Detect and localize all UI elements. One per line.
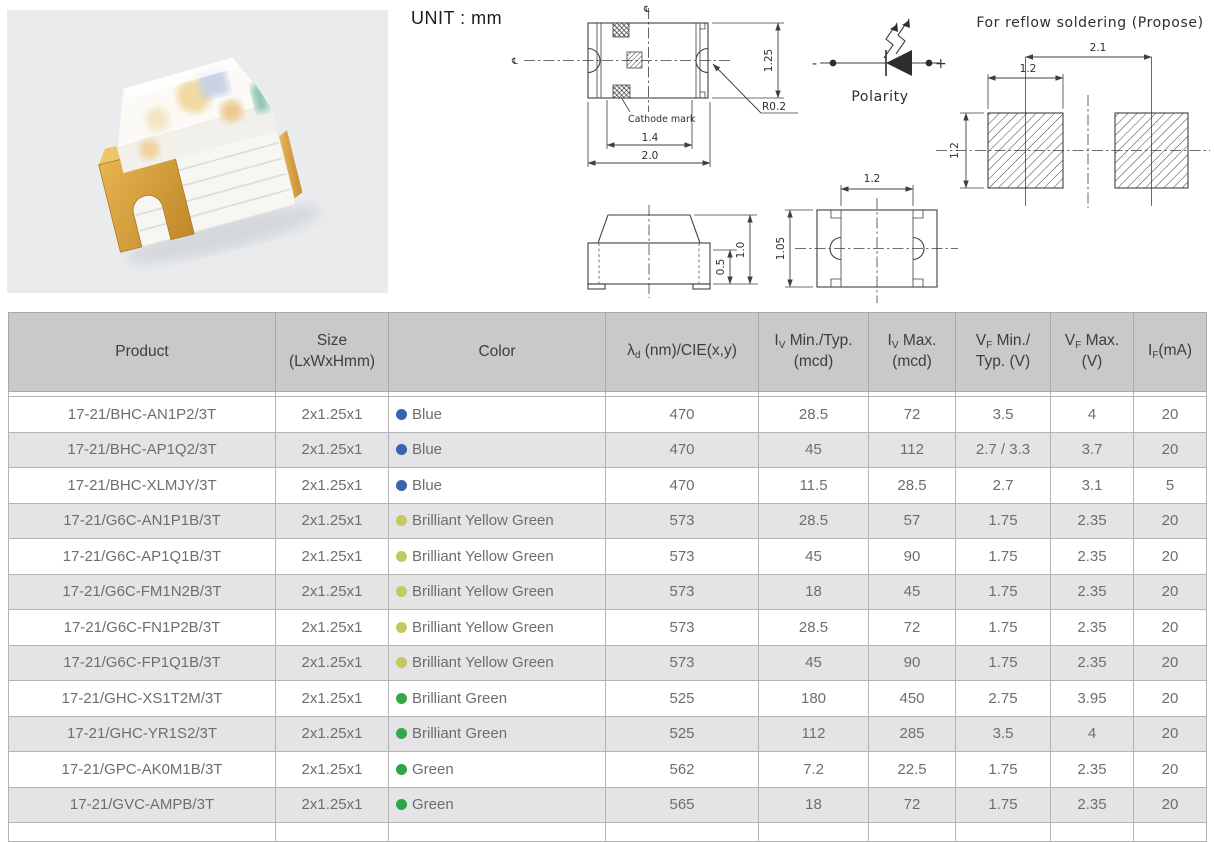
wavelength-cell: 470 — [606, 397, 759, 433]
color-name: Brilliant Green — [412, 689, 508, 707]
header-color: Color — [389, 313, 606, 392]
product-cell: 17-21/GVC-AMPB/3T — [9, 787, 276, 823]
vf-min-cell: 1.75 — [956, 503, 1051, 539]
polarity-symbol — [812, 18, 947, 105]
table-row — [9, 681, 1207, 717]
vf-min-cell: 2.7 / 3.3 — [956, 432, 1051, 468]
if-cell: 20 — [1134, 539, 1207, 575]
vf-max-cell: 2.35 — [1051, 610, 1134, 646]
product-cell: 17-21/GHC-YR1S2/3T — [9, 716, 276, 752]
front-view-drawing — [588, 205, 758, 298]
vf-min-cell: 2.75 — [956, 681, 1051, 717]
color-name: Blue — [412, 476, 443, 494]
color-cell — [389, 752, 606, 788]
iv-max-cell: 450 — [869, 681, 956, 717]
product-cell: 17-21/G6C-FN1P2B/3T — [9, 610, 276, 646]
table-row — [9, 539, 1207, 575]
if-cell: 20 — [1134, 716, 1207, 752]
wavelength-cell: 573 — [606, 574, 759, 610]
color-dot — [396, 728, 407, 739]
iv-max-cell: 285 — [869, 716, 956, 752]
size-cell: 2x1.25x1 — [276, 787, 389, 823]
wavelength-cell: 573 — [606, 645, 759, 681]
if-cell: 20 — [1134, 574, 1207, 610]
color-dot — [396, 515, 407, 526]
iv-min-cell: 180 — [759, 681, 869, 717]
partial-row — [9, 823, 1207, 842]
color-cell — [389, 787, 606, 823]
if-cell: 20 — [1134, 752, 1207, 788]
size-cell: 2x1.25x1 — [276, 397, 389, 433]
color-name: Blue — [412, 441, 443, 459]
table-row — [9, 716, 1207, 752]
iv-max-cell: 45 — [869, 574, 956, 610]
iv-max-cell: 90 — [869, 645, 956, 681]
vf-min-cell: 3.5 — [956, 397, 1051, 433]
iv-min-cell: 18 — [759, 787, 869, 823]
iv-min-cell: 11.5 — [759, 468, 869, 504]
table-header-row — [9, 313, 1207, 392]
vf-max-cell: 3.1 — [1051, 468, 1134, 504]
iv-min-cell: 45 — [759, 539, 869, 575]
iv-max-cell: 72 — [869, 397, 956, 433]
product-cell: 17-21/G6C-FP1Q1B/3T — [9, 645, 276, 681]
color-name: Brilliant Yellow Green — [412, 583, 554, 601]
color-name: Brilliant Yellow Green — [412, 512, 554, 530]
color-dot — [396, 551, 407, 562]
reflow-pad-width-dim: 1.2 — [1019, 63, 1037, 75]
header-iv-min: $I_V$ Min./Typ. (mcd) — [759, 313, 869, 392]
product-cell: 17-21/BHC-AP1Q2/3T — [9, 432, 276, 468]
if-cell: 20 — [1134, 787, 1207, 823]
color-cell — [389, 645, 606, 681]
reflow-pad-height-dim: 1.2 — [949, 142, 961, 159]
center-mark-square — [627, 52, 642, 68]
top-view-height-dim: 1.25 — [763, 48, 775, 73]
size-cell: 2x1.25x1 — [276, 681, 389, 717]
if-cell: 20 — [1134, 610, 1207, 646]
color-name: Blue — [412, 405, 443, 423]
iv-min-cell: 28.5 — [759, 610, 869, 646]
color-cell — [389, 610, 606, 646]
centerline-symbol-left: ℄ — [512, 57, 518, 67]
size-cell: 2x1.25x1 — [276, 574, 389, 610]
vf-min-cell: 1.75 — [956, 645, 1051, 681]
color-cell — [389, 397, 606, 433]
if-cell: 20 — [1134, 397, 1207, 433]
if-cell: 5 — [1134, 468, 1207, 504]
vf-max-cell: 4 — [1051, 716, 1134, 752]
vf-max-cell: 2.35 — [1051, 574, 1134, 610]
size-cell: 2x1.25x1 — [276, 610, 389, 646]
wavelength-cell: 525 — [606, 716, 759, 752]
led-spec-table — [8, 312, 1207, 842]
color-dot — [396, 622, 407, 633]
header-size: Size (LxWxHmm) — [276, 313, 389, 392]
cathode-mark-square-top — [613, 23, 629, 37]
color-dot — [396, 586, 407, 597]
size-cell: 2x1.25x1 — [276, 539, 389, 575]
technical-drawings — [0, 0, 1214, 312]
table-row — [9, 432, 1207, 468]
table-row — [9, 610, 1207, 646]
product-cell: 17-21/BHC-XLMJY/3T — [9, 468, 276, 504]
if-cell: 20 — [1134, 432, 1207, 468]
color-dot — [396, 764, 407, 775]
top-view-drawing — [511, 5, 798, 167]
table-row — [9, 503, 1207, 539]
wavelength-cell: 525 — [606, 681, 759, 717]
vf-min-cell: 2.7 — [956, 468, 1051, 504]
if-cell: 20 — [1134, 645, 1207, 681]
polarity-plus-sign: + — [935, 56, 948, 72]
reflow-title: For reflow soldering (Propose) — [976, 15, 1204, 31]
vf-max-cell: 2.35 — [1051, 503, 1134, 539]
iv-min-cell: 7.2 — [759, 752, 869, 788]
table-row — [9, 752, 1207, 788]
vf-max-cell: 4 — [1051, 397, 1134, 433]
vf-min-cell: 1.75 — [956, 610, 1051, 646]
color-cell — [389, 503, 606, 539]
vf-max-cell: 3.7 — [1051, 432, 1134, 468]
end-view-height-dim: 1.05 — [775, 236, 787, 261]
iv-min-cell: 28.5 — [759, 397, 869, 433]
unit-label: UNIT : mm — [411, 8, 503, 28]
size-cell: 2x1.25x1 — [276, 468, 389, 504]
if-cell: 20 — [1134, 681, 1207, 717]
end-view-drawing — [775, 173, 958, 303]
vf-min-cell: 1.75 — [956, 752, 1051, 788]
iv-min-cell: 45 — [759, 645, 869, 681]
color-cell — [389, 716, 606, 752]
color-dot — [396, 657, 407, 668]
top-view-inner-width-dim: 1.4 — [641, 132, 659, 144]
vf-max-cell: 2.35 — [1051, 539, 1134, 575]
vf-max-cell: 2.35 — [1051, 787, 1134, 823]
color-cell — [389, 432, 606, 468]
header-iv-max: $I_V$ Max. (mcd) — [869, 313, 956, 392]
table-row — [9, 645, 1207, 681]
vf-min-cell: 1.75 — [956, 787, 1051, 823]
color-cell — [389, 681, 606, 717]
header-wavelength: $\lambda_d$ (nm)/CIE(x,y) — [606, 313, 759, 392]
iv-min-cell: 45 — [759, 432, 869, 468]
color-dot — [396, 409, 407, 420]
size-cell: 2x1.25x1 — [276, 503, 389, 539]
reflow-pitch-dim: 2.1 — [1089, 42, 1107, 54]
cathode-mark-label: Cathode mark — [628, 114, 696, 125]
color-dot — [396, 799, 407, 810]
color-name: Brilliant Yellow Green — [412, 618, 554, 636]
color-dot — [396, 444, 407, 455]
iv-min-cell: 112 — [759, 716, 869, 752]
led-table-body — [9, 397, 1207, 842]
color-name: Brilliant Green — [412, 725, 508, 743]
wavelength-cell: 573 — [606, 539, 759, 575]
top-view-width-dim: 2.0 — [641, 150, 659, 162]
color-cell — [389, 539, 606, 575]
color-cell — [389, 574, 606, 610]
color-name: Green — [412, 796, 454, 814]
end-view-width-dim: 1.2 — [863, 173, 881, 185]
size-cell: 2x1.25x1 — [276, 716, 389, 752]
wavelength-cell: 470 — [606, 432, 759, 468]
wavelength-cell: 573 — [606, 503, 759, 539]
polarity-minus-sign: - — [812, 56, 818, 72]
product-cell: 17-21/G6C-AP1Q1B/3T — [9, 539, 276, 575]
product-cell: 17-21/GPC-AK0M1B/3T — [9, 752, 276, 788]
iv-max-cell: 112 — [869, 432, 956, 468]
iv-max-cell: 28.5 — [869, 468, 956, 504]
table-row — [9, 787, 1207, 823]
front-view-lower-dim: 0.5 — [715, 258, 727, 276]
vf-max-cell: 2.35 — [1051, 645, 1134, 681]
cathode-mark-square-bottom — [613, 85, 630, 98]
size-cell: 2x1.25x1 — [276, 645, 389, 681]
iv-max-cell: 72 — [869, 610, 956, 646]
front-view-total-dim: 1.0 — [735, 241, 747, 259]
color-name: Brilliant Yellow Green — [412, 654, 554, 672]
wavelength-cell: 565 — [606, 787, 759, 823]
header-vf-max: $V_F$ Max. (V) — [1051, 313, 1134, 392]
table-row — [9, 574, 1207, 610]
vf-max-cell: 2.35 — [1051, 752, 1134, 788]
wavelength-cell: 573 — [606, 610, 759, 646]
header-vf-min: $V_F$ Min./ Typ. (V) — [956, 313, 1051, 392]
color-dot — [396, 693, 407, 704]
iv-max-cell: 22.5 — [869, 752, 956, 788]
vf-min-cell: 3.5 — [956, 716, 1051, 752]
product-cell: 17-21/G6C-AN1P1B/3T — [9, 503, 276, 539]
product-cell: 17-21/GHC-XS1T2M/3T — [9, 681, 276, 717]
product-cell: 17-21/BHC-AN1P2/3T — [9, 397, 276, 433]
if-cell: 20 — [1134, 503, 1207, 539]
centerline-symbol-top: ℄ — [644, 5, 650, 15]
iv-min-cell: 28.5 — [759, 503, 869, 539]
reflow-pad-layout — [936, 15, 1210, 208]
vf-min-cell: 1.75 — [956, 539, 1051, 575]
color-name: Green — [412, 760, 454, 778]
wavelength-cell: 470 — [606, 468, 759, 504]
radius-label: R0.2 — [762, 101, 786, 113]
iv-max-cell: 57 — [869, 503, 956, 539]
vf-max-cell: 3.95 — [1051, 681, 1134, 717]
color-name: Brilliant Yellow Green — [412, 547, 554, 565]
color-dot — [396, 480, 407, 491]
iv-min-cell: 18 — [759, 574, 869, 610]
polarity-label: Polarity — [851, 89, 909, 105]
header-if: $I_F(mA)$ — [1134, 313, 1207, 392]
table-row — [9, 397, 1207, 433]
vf-min-cell: 1.75 — [956, 574, 1051, 610]
wavelength-cell: 562 — [606, 752, 759, 788]
color-cell — [389, 468, 606, 504]
size-cell: 2x1.25x1 — [276, 752, 389, 788]
header-product: Product — [9, 313, 276, 392]
iv-max-cell: 72 — [869, 787, 956, 823]
iv-max-cell: 90 — [869, 539, 956, 575]
table-row — [9, 468, 1207, 504]
size-cell: 2x1.25x1 — [276, 432, 389, 468]
product-cell: 17-21/G6C-FM1N2B/3T — [9, 574, 276, 610]
